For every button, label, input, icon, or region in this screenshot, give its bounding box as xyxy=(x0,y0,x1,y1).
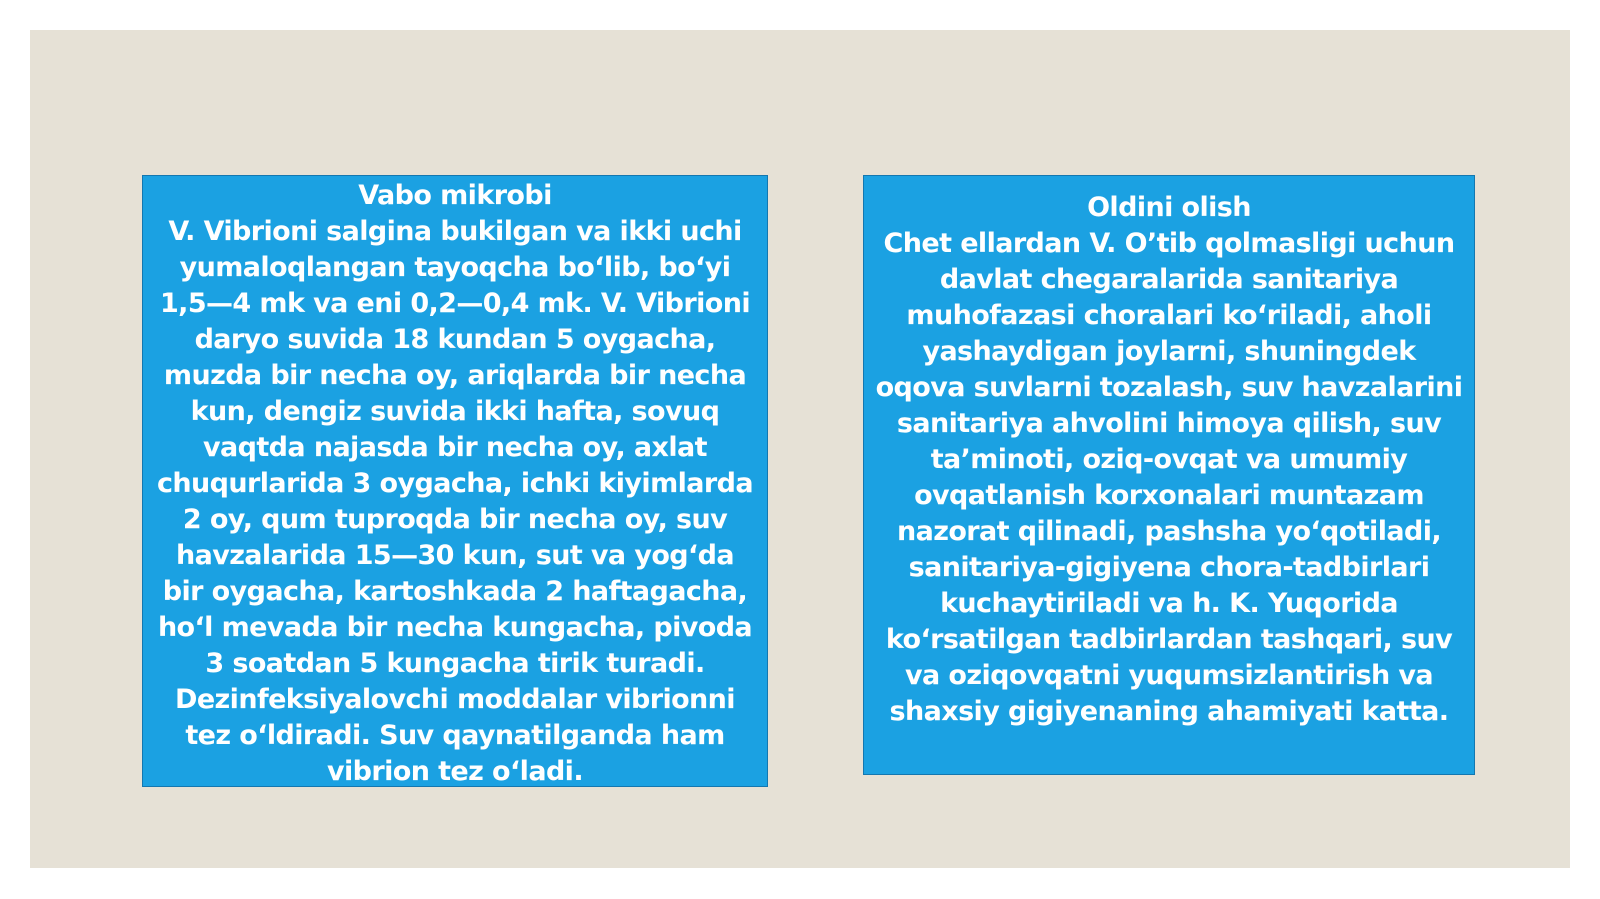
slide-canvas xyxy=(30,30,1570,868)
box-body-text: Chet ellardan V. O’tib qolmasligi uchun davlat chegaralarida sanitariya muhofazasi choralari ko‘riladi, aholi yashaydigan joylarni, shuningdek oqova suvlarni tozalash, suv havzalarini sanitariya ahvolini himoya qilish, suv ta’minoti, oziq-ovqat va umumiy ovqatlanish korxonalari muntazam nazorat qilinadi, pashsha yo‘qotiladi, sanitariya-gigiyena chora-tadbirlari kuchaytiriladi va h. K. Yuqorida ko‘rsatilgan tadbirlardan tashqari, suv va oziqovqatni yuqumsizlantirish va shaxsiy gigiyenaning ahamiyati katta. xyxy=(875,228,1463,727)
oldini-olish-box xyxy=(863,175,1475,775)
vabo-mikrobi-box xyxy=(142,175,768,787)
box-title: Vabo mikrobi xyxy=(358,180,552,211)
box-title: Oldini olish xyxy=(1087,192,1251,223)
box-body-text: V. Vibrioni salgina bukilgan va ikki uchi yumaloqlangan tayoqcha bo‘lib, bo‘yi 1,5—4 mk va eni 0,2—0,4 mk. V. Vibrioni daryo suvida 18 kundan 5 oygacha, muzda bir necha oy, ariqlarda bir necha kun, dengiz suvida ikki hafta, sovuq vaqtda najasda bir necha oy, axlat chuqurlarida 3 oygacha, ichki kiyimlarda 2 oy, qum tuproqda bir necha oy, suv havzalarida 15—30 kun, sut va yog‘da bir oygacha, kartoshkada 2 haftagacha, ho‘l mevada bir necha kungacha, pivoda 3 soatdan 5 kungacha tirik turadi. Dezinfeksiyalovchi moddalar vibrionni tez o‘ldiradi. Suv qaynatilganda ham vibrion tez o‘ladi. xyxy=(157,216,753,787)
